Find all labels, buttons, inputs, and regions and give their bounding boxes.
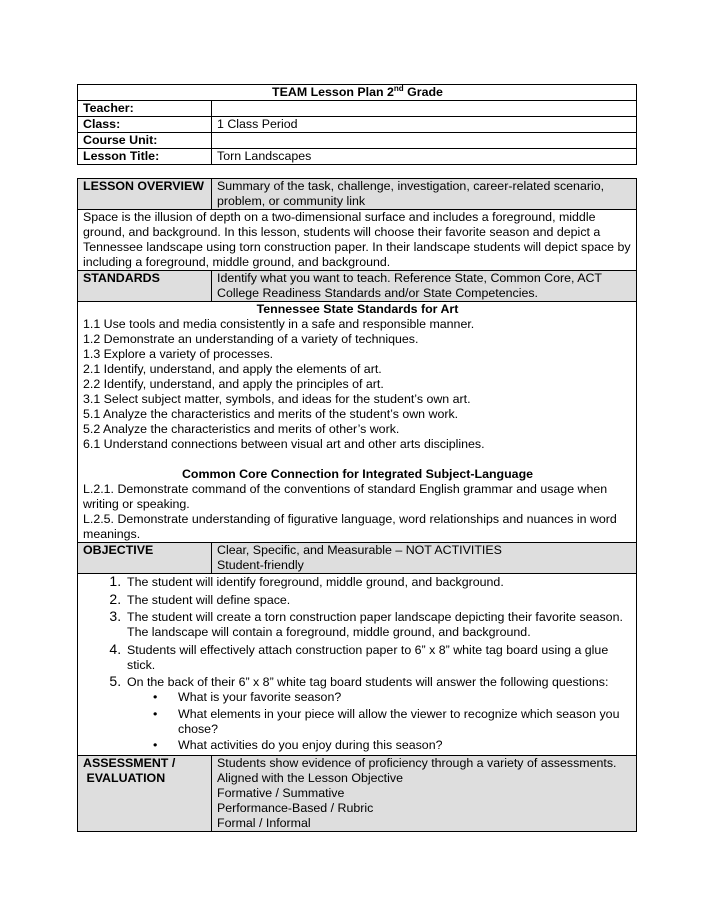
lesson-plan-title: TEAM Lesson Plan 2nd Grade [78,85,637,101]
tn-standard-item: 6.1 Understand connections between visual art and other arts disciplines. [83,437,485,451]
common-core-item: L.2.5. Demonstrate understanding of figurative language, word relationships and nuances in word meanings. [83,512,617,541]
standards-body [78,302,637,543]
tn-standard-item: 2.2 Identify, understand, and apply the principles of art. [83,377,384,391]
standards-hint: Identify what you want to teach. Reference State, Common Core, ACT College Readiness Standards and/or State Competencies. [212,271,637,302]
assessment-label-line: ASSESSMENT / [83,755,176,770]
spacer [83,452,632,467]
tn-standard-item: 2.1 Identify, understand, and apply the elements of art. [83,362,382,376]
overview-header-row [78,179,637,210]
tn-standard-item: 1.2 Demonstrate an understanding of a variety of techniques. [83,332,419,346]
assessment-hint-line: Performance-Based / Rubric [217,800,374,815]
class-value: 1 Class Period [212,117,637,133]
standards-body-row [78,302,637,543]
standards-label: STANDARDS [78,271,212,302]
objective-item: 2. The student will define space. [125,592,632,608]
assessment-hint-line: Formative / Summative [217,785,345,800]
objective-hint-line: Student-friendly [217,558,304,572]
objective-label: OBJECTIVE [78,543,212,574]
assessment-hint-line: Formal / Informal [217,815,311,830]
course-unit-label: Course Unit: [78,133,212,149]
overview-label: LESSON OVERVIEW [78,179,212,210]
teacher-label: Teacher: [78,101,212,117]
common-core-heading: Common Core Connection for Integrated Subject-Language [181,467,534,481]
lesson-title-label: Lesson Title: [78,149,212,165]
tn-standard-item: 5.2 Analyze the characteristics and merits of other’s work. [83,422,400,436]
teacher-value [212,101,637,117]
lesson-table [77,178,637,832]
class-row [78,117,637,133]
tn-standard-item: 3.1 Select subject matter, symbols, and ideas for the student’s own art. [83,392,471,406]
assessment-label-line: EVALUATION [83,770,166,785]
course-unit-value [212,133,637,149]
class-label: Class: [78,117,212,133]
objective-item: 1. The student will identify foreground, middle ground, and background. [125,574,632,590]
objective-item-text: On the back of their 6” x 8” white tag board students will answer the following questions: [127,675,609,689]
tn-standard-item: 5.1 Analyze the characteristics and merits of the student’s own work. [83,407,459,421]
objective-hint-line: Clear, Specific, and Measurable – NOT ACTIVITIES [217,543,502,557]
assessment-label [78,755,212,831]
assessment-hint-line: Students show evidence of proficiency through a variety of assessments. Aligned with the Lesson Objective [217,755,617,785]
overview-hint: Summary of the task, challenge, investigation, career-related scenario, problem, or community link [212,179,637,210]
question-item: • What is your favorite season? [176,690,632,705]
course-unit-row [78,133,637,149]
assessment-hint [212,755,637,831]
lesson-title-value: Torn Landscapes [212,149,637,165]
overview-body-row [78,210,637,271]
objective-item: 4. Students will effectively attach construction paper to 6” x 8” white tag board using a glue stick. [125,642,632,673]
question-list [127,690,632,753]
objective-list [83,574,632,753]
objective-body-row [78,574,637,756]
common-core-item: L.2.1. Demonstrate command of the conventions of standard English grammar and usage when writing or speaking. [83,482,608,511]
objective-item: 3. The student will create a torn construction paper landscape depicting their favorite season. The landscape will contain a foreground, middle ground, and background. [125,609,632,640]
objective-header-row [78,543,637,574]
tn-standard-item: 1.3 Explore a variety of processes. [83,347,274,361]
objective-body [78,574,637,756]
teacher-row [78,101,637,117]
objective-hint [212,543,637,574]
objective-item [125,674,632,753]
tn-standard-item: 1.1 Use tools and media consistently in a safe and responsible manner. [83,317,475,331]
question-item: • What elements in your piece will allow the viewer to recognize which season you chose? [176,707,632,737]
question-item: • What activities do you enjoy during this season? [176,738,632,753]
overview-text: Space is the illusion of depth on a two-dimensional surface and includes a foreground, middle ground, and background. In this lesson, students will choose their favorite season and depict a Tennessee landscape using torn construction paper. In their landscape students will depict space by including a foreground, middle ground, and background. [78,210,637,271]
tn-standards-heading: Tennessee State Standards for Art [256,302,459,316]
assessment-header-row [78,755,637,831]
lesson-title-row [78,149,637,165]
standards-header-row [78,271,637,302]
header-table [77,84,637,165]
